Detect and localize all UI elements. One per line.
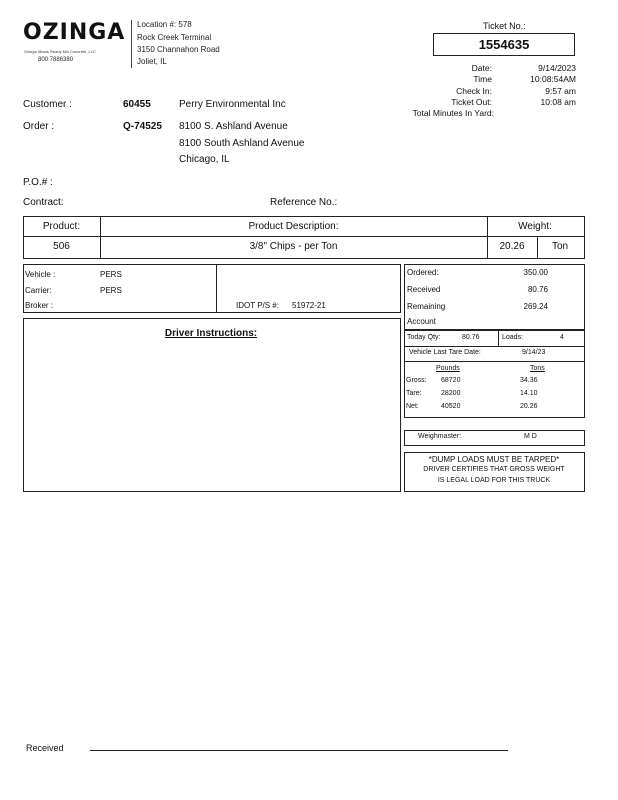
driver-instructions-box xyxy=(23,318,401,492)
order-address-1: 8100 S. Ashland Avenue xyxy=(179,121,288,132)
ordered-label: Ordered: xyxy=(407,268,439,277)
po-label: P.O.# : xyxy=(23,177,53,188)
order-address-2: 8100 South Ashland Avenue xyxy=(179,138,305,149)
net-label: Net: xyxy=(406,403,419,410)
today-qty-label: Today Qty: xyxy=(407,334,441,341)
product-unit: Ton xyxy=(551,241,569,252)
received-value: 80.76 xyxy=(527,285,548,294)
ticketout-value: 10:08 am xyxy=(540,97,576,107)
net-tons: 20.26 xyxy=(520,403,538,410)
checkin-label: Check In: xyxy=(456,86,492,96)
notice-line-2: DRIVER CERTIFIES THAT GROSS WEIGHT xyxy=(423,466,565,473)
tare-pounds: 28200 xyxy=(441,390,461,397)
net-pounds: 40520 xyxy=(441,403,461,410)
header-divider xyxy=(131,20,132,68)
remaining-label: Remaining xyxy=(407,302,446,311)
tare-tons: 14.10 xyxy=(520,390,538,397)
ordered-value: 350.00 xyxy=(523,268,548,277)
description-header: Product Description: xyxy=(248,221,339,232)
location-name: Rock Creek Terminal xyxy=(137,33,212,42)
driver-instructions-title: Driver Instructions: xyxy=(164,328,258,339)
location-street: 3150 Channahon Road xyxy=(137,45,220,54)
weight-header: Weight: xyxy=(518,221,552,232)
signature-line xyxy=(90,750,508,751)
carrier-value: PERS xyxy=(100,286,122,295)
received-signature-label: Received xyxy=(26,743,64,753)
location-city: Joliet, IL xyxy=(137,57,167,66)
contract-label: Contract: xyxy=(23,197,64,208)
order-id: Q-74525 xyxy=(123,121,162,132)
today-divider xyxy=(498,330,499,346)
minutes-label: Total Minutes In Yard: xyxy=(412,108,494,118)
order-label: Order : xyxy=(23,121,55,132)
loads-label: Loads: xyxy=(502,334,524,341)
tare-label: Tare: xyxy=(406,390,422,397)
date-label: Date: xyxy=(471,63,492,73)
customer-label: Customer : xyxy=(23,99,72,110)
gross-label: Gross: xyxy=(406,377,427,384)
notice-line-1: *DUMP LOADS MUST BE TARPED* xyxy=(428,455,560,464)
ticketout-label: Ticket Out: xyxy=(451,97,492,107)
product-code: 506 xyxy=(53,241,70,252)
time-value: 10:08:54AM xyxy=(530,74,576,84)
company-tagline: Ozinga Illinois Ready Mix Concrete, LLC xyxy=(24,49,96,54)
tare-date-value: 9/14/23 xyxy=(522,349,546,356)
remaining-value: 269.24 xyxy=(523,302,548,311)
date-value: 9/14/2023 xyxy=(538,63,576,73)
product-description: 3/8" Chips - per Ton xyxy=(249,241,338,252)
notice-line-3: IS LEGAL LOAD FOR THIS TRUCK xyxy=(437,477,551,484)
carrier-label: Carrier: xyxy=(25,286,52,295)
gross-pounds: 68720 xyxy=(441,377,461,384)
product-weight: 20.26 xyxy=(499,241,525,252)
idot-value: 51972-21 xyxy=(292,301,326,310)
product-header: Product: xyxy=(42,221,81,232)
gross-tons: 34.36 xyxy=(520,377,538,384)
ticket-label: Ticket No.: xyxy=(483,21,526,31)
product-table-divider xyxy=(23,236,584,237)
company-logo: OZINGA xyxy=(23,20,126,45)
idot-label: IDOT P/S #: xyxy=(236,301,279,310)
customer-name: Perry Environmental Inc xyxy=(179,99,286,110)
tare-date-label: Vehicle Last Tare Date: xyxy=(409,349,481,356)
weights-box xyxy=(404,361,585,418)
loads-value: 4 xyxy=(560,334,564,341)
reference-label: Reference No.: xyxy=(270,197,338,208)
order-address-3: Chicago, IL xyxy=(179,154,230,165)
broker-label: Broker : xyxy=(25,301,54,310)
received-label: Received xyxy=(407,285,441,294)
account-label: Account xyxy=(407,317,436,326)
time-label: Time xyxy=(473,74,492,84)
vehicle-label: Vehicle : xyxy=(25,270,56,279)
weighmaster-value: M D xyxy=(524,433,537,440)
customer-id: 60455 xyxy=(123,99,151,110)
tons-header: Tons xyxy=(530,365,545,372)
ticket-number: 1554635 xyxy=(433,33,575,56)
pounds-header: Pounds xyxy=(436,365,460,372)
vehicle-info-box xyxy=(23,264,401,313)
vehicle-value: PERS xyxy=(100,270,122,279)
vehicle-info-divider xyxy=(216,264,217,312)
today-qty-value: 80.76 xyxy=(462,334,480,341)
weighmaster-label: Weighmaster: xyxy=(418,433,462,440)
checkin-value: 9:57 am xyxy=(545,86,576,96)
company-phone: 800 7886380 xyxy=(38,57,74,63)
location-number: Location #: 578 xyxy=(137,20,192,29)
